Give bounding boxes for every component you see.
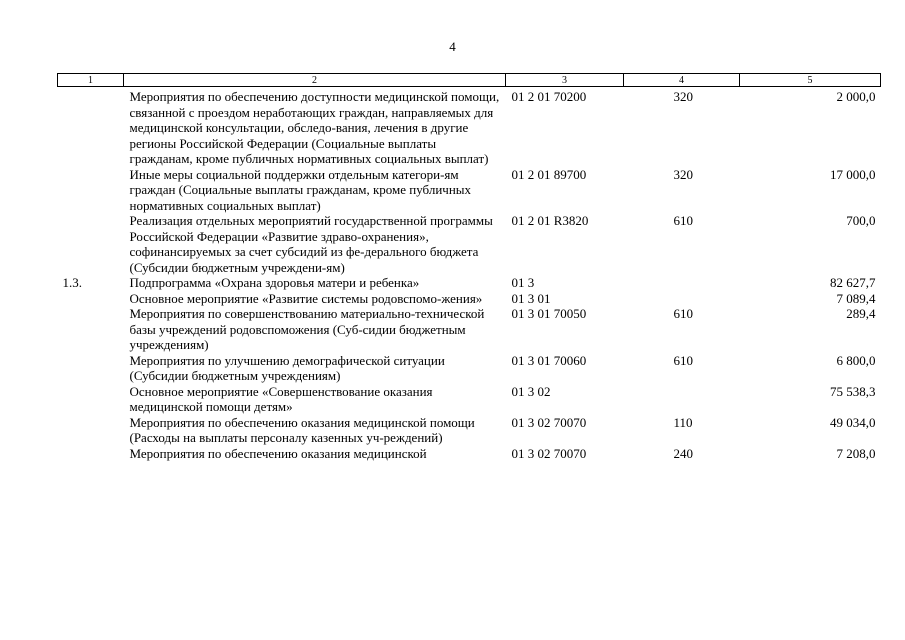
- row-number: 1.3.: [62, 275, 82, 290]
- column-number-header: [58, 74, 881, 87]
- row-name: Мероприятия по улучшению демографической ситуации (Субсидии бюджетным учреждениям): [129, 352, 445, 383]
- row-name: Реализация отдельных мероприятий государственной программы Российской Федерации «Развитие здраво-охранения», софинансируемых за счет субсидий из фе-дерального бюджета (Субсидии бюджетным учреждени-ям): [129, 213, 493, 275]
- table-row: [58, 167, 881, 214]
- row-expense-kind: 320: [673, 89, 693, 104]
- row-sum: 700,0: [846, 213, 876, 228]
- row-expense-kind: [624, 275, 740, 291]
- row-sum: 75 538,3: [830, 383, 876, 399]
- row-name: Мероприятия по обеспечению оказания медицинской: [129, 445, 427, 461]
- table-row: [58, 275, 881, 291]
- table-row: [58, 306, 881, 353]
- row-sum: 82 627,7: [830, 275, 876, 290]
- row-code: 01 2 01 89700: [511, 166, 587, 182]
- table-row: [58, 353, 881, 384]
- row-name: Мероприятия по обеспечению оказания медицинской помощи (Расходы на выплаты персоналу казенных уч-реждений): [129, 414, 475, 445]
- row-number: [58, 384, 124, 415]
- table-row: [58, 415, 881, 446]
- row-code: 01 3 01 70060: [511, 352, 587, 368]
- column-number-5: 5: [740, 74, 881, 87]
- column-number-4: 4: [624, 74, 740, 87]
- row-code: 01 3: [511, 275, 535, 290]
- row-sum: 7 208,0: [836, 445, 876, 461]
- row-code: 01 3 02: [511, 383, 551, 399]
- row-name: Мероприятия по обеспечению доступности медицинской помощи, связанной с проездом неработающих граждан, направляемых для медицинской консультации, обследо-вания, лечения в другие регионы Российской Федерации (Социальные выплаты гражданам, кроме публичных нормативных социальных выплат): [129, 89, 500, 166]
- row-number: [58, 353, 124, 384]
- row-code: 01 3 02 70070: [511, 445, 587, 461]
- row-number: [58, 291, 124, 307]
- row-number: [58, 87, 124, 167]
- row-expense-kind: 240: [673, 445, 693, 461]
- row-sum: 17 000,0: [830, 166, 876, 182]
- row-code: 01 2 01 70200: [511, 89, 587, 104]
- table-row: [58, 291, 881, 307]
- row-code: 01 2 01 R3820: [511, 213, 589, 228]
- table-row: [58, 446, 881, 462]
- column-number-1: 1: [58, 74, 124, 87]
- row-number: [58, 415, 124, 446]
- row-number: [58, 306, 124, 353]
- page-number: 4: [449, 39, 456, 54]
- row-sum: 289,4: [846, 306, 876, 321]
- row-expense-kind: 610: [673, 306, 693, 321]
- row-name: Основное мероприятие «Развитие системы родовспомо-жения»: [129, 290, 483, 306]
- row-sum: 49 034,0: [830, 414, 876, 430]
- row-expense-kind: [624, 384, 740, 415]
- row-number: [58, 213, 124, 275]
- row-expense-kind: 610: [673, 352, 693, 368]
- row-name: Иные меры социальной поддержки отдельным категори-ям граждан (Социальные выплаты гражданам, кроме публичных нормативных социальных выплат): [129, 166, 472, 213]
- budget-table: [57, 73, 881, 461]
- row-expense-kind: 320: [673, 166, 693, 182]
- table-row: [58, 213, 881, 275]
- row-code: 01 3 01 70050: [511, 306, 587, 321]
- table-row: [58, 384, 881, 415]
- column-number-3: 3: [506, 74, 624, 87]
- row-sum: 2 000,0: [836, 89, 876, 104]
- row-number: [58, 167, 124, 214]
- row-number: [58, 446, 124, 462]
- row-expense-kind: [624, 291, 740, 307]
- row-sum: 6 800,0: [836, 352, 876, 368]
- table-row: [58, 87, 881, 167]
- row-name: Подпрограмма «Охрана здоровья матери и ребенка»: [129, 275, 420, 290]
- column-number-2: 2: [124, 74, 506, 87]
- row-sum: 7 089,4: [836, 290, 876, 306]
- row-name: Мероприятия по совершенствованию материально-технической базы учреждений родовспоможения (Суб-сидии бюджетным учреждениям): [129, 306, 485, 352]
- row-expense-kind: 110: [673, 414, 693, 430]
- row-name: Основное мероприятие «Совершенствование оказания медицинской помощи детям»: [129, 383, 433, 414]
- row-code: 01 3 01: [511, 290, 551, 306]
- row-expense-kind: 610: [673, 213, 693, 228]
- row-code: 01 3 02 70070: [511, 414, 587, 430]
